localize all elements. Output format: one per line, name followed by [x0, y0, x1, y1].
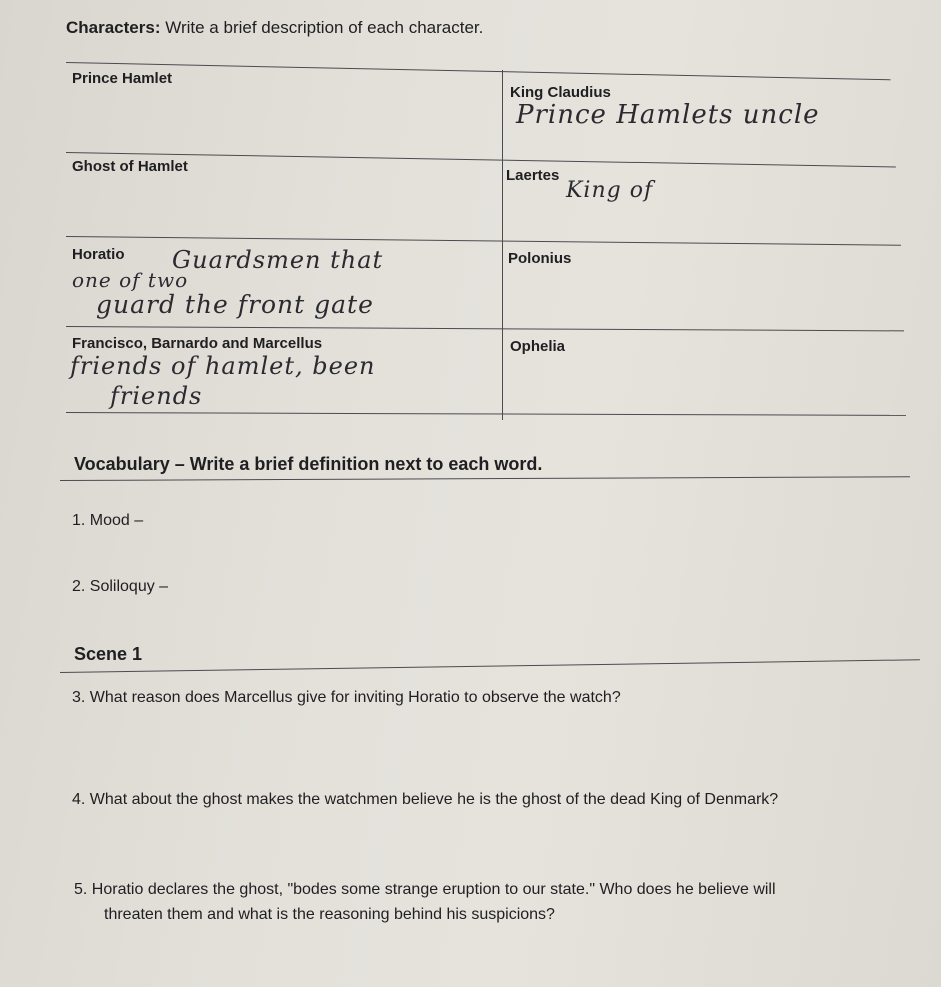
handwritten-answer-guards-2: friends [110, 382, 203, 410]
table-line-bottom [66, 412, 906, 416]
character-francisco-barnardo-marcellus: Francisco, Barnardo and Marcellus [72, 335, 323, 352]
vocab-item-mood: 1. Mood – [72, 512, 144, 529]
question-4: 4. What about the ghost makes the watchmen believe he is the ghost of the dead King of Denmark? [72, 791, 779, 808]
character-prince-hamlet: Prince Hamlet [72, 70, 173, 87]
question-3: 3. What reason does Marcellus give for inviting Horatio to observe the watch? [72, 689, 621, 706]
table-line-row4 [66, 326, 904, 331]
vocabulary-heading: Vocabulary – Write a brief definition next to each word. [74, 454, 543, 474]
character-horatio: Horatio [72, 246, 125, 263]
handwritten-answer-horatio-3: guard the front gate [96, 290, 374, 319]
question-5-line-1: 5. Horatio declares the ghost, "bodes some strange eruption to our state." Who does he believe will [74, 881, 776, 898]
question-5-line-2: threaten them and what is the reasoning behind his suspicions? [104, 906, 555, 923]
characters-heading [66, 18, 483, 38]
characters-title: Characters: [66, 18, 161, 37]
handwritten-answer-claudius: Prince Hamlets uncle [516, 100, 820, 130]
table-line-row3 [66, 236, 901, 246]
handwritten-answer-horatio-1: Guardsmen that [172, 246, 384, 274]
table-line-row2 [66, 152, 896, 167]
vocabulary-underline [60, 476, 910, 481]
characters-instruction: Write a brief description of each character. [165, 18, 484, 37]
character-polonius: Polonius [508, 250, 572, 267]
table-line-top [66, 62, 891, 80]
handwritten-answer-laertes: King of [566, 178, 654, 203]
scene-underline [60, 659, 920, 673]
character-ophelia: Ophelia [510, 338, 566, 355]
vocab-item-soliloquy: 2. Soliloquy – [72, 578, 169, 595]
character-king-claudius: King Claudius [510, 84, 611, 101]
character-laertes: Laertes [506, 167, 560, 184]
handwritten-answer-guards-1: friends of hamlet, been [70, 352, 376, 380]
handwritten-answer-horatio-2: one of two [72, 268, 189, 292]
scene-heading: Scene 1 [74, 644, 143, 664]
table-divider [502, 70, 503, 420]
character-ghost-of-hamlet: Ghost of Hamlet [72, 158, 188, 175]
